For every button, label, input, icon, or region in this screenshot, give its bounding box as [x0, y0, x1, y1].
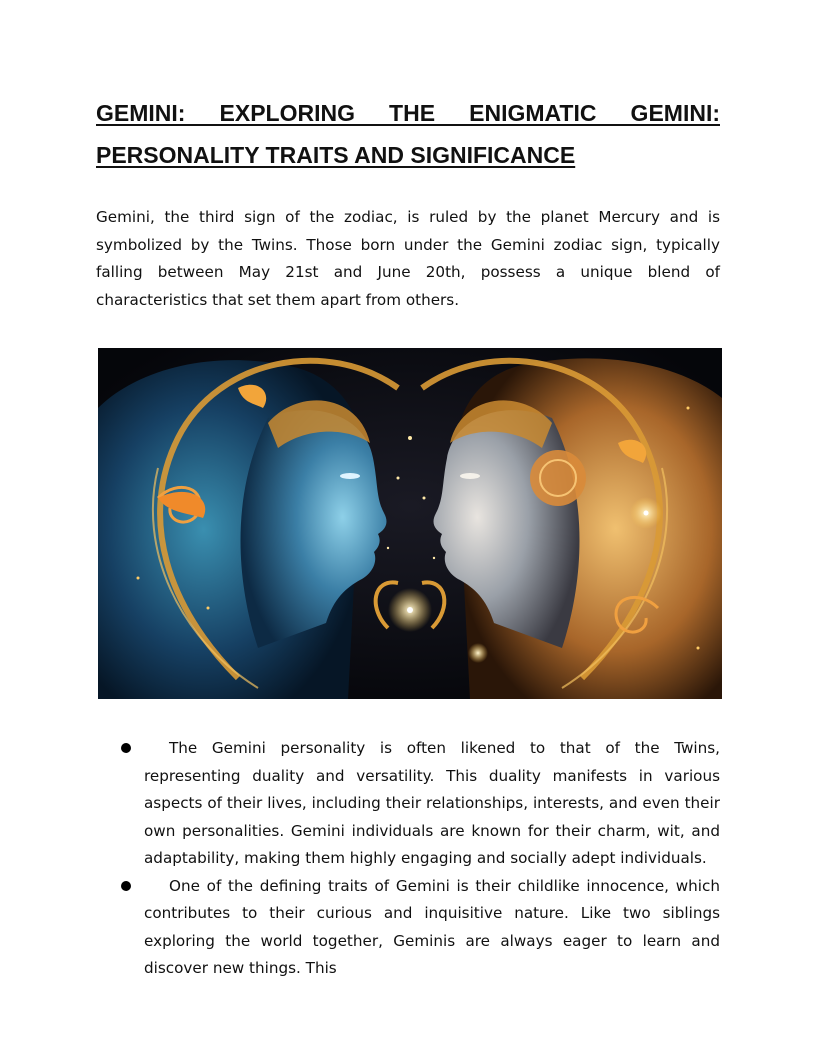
bullet-text: One of the defining traits of Gemini is their childlike innocence, which contributes to their curious and inquisitive nature. Like two siblings exploring the world together, Geminis are always eager to learn and discover new things. This — [144, 876, 720, 977]
list-item — [144, 873, 720, 983]
list-item — [144, 735, 720, 873]
bullet-icon — [121, 881, 131, 891]
gemini-twins-illustration — [98, 348, 722, 699]
traits-bullet-list — [144, 735, 720, 983]
twins-artwork — [98, 348, 722, 699]
intro-paragraph: Gemini, the third sign of the zodiac, is ruled by the planet Mercury and is symbolized by the Twins. Those born under the Gemini zodiac sign, typically falling between May 21st and June 20th, possess a unique blend of characteristics that set them apart from others. — [96, 208, 720, 309]
bullet-icon — [121, 743, 131, 753]
document-title: GEMINI: EXPLORING THE ENIGMATIC GEMINI: PERSONALITY TRAITS AND SIGNIFICANCE — [96, 100, 720, 168]
bullet-text: The Gemini personality is often likened to that of the Twins, representing duality and versatility. This duality manifests in various aspects of their lives, including their relationships, interests, and even their own personalities. Gemini individuals are known for their charm, wit, and adaptability, making them highly engaging and socially adept individuals. — [144, 739, 720, 867]
